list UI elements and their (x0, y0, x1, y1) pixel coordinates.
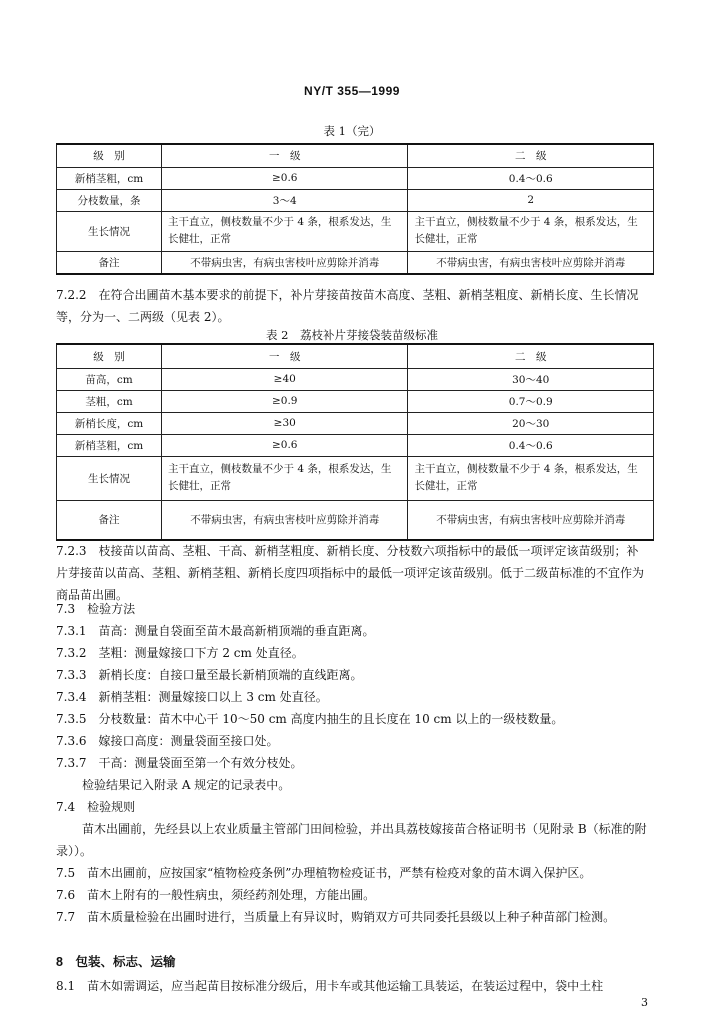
inspection-rule-text: 苗木出圃前，先经县以上农业质量主管部门田间检验，并出具荔枝嫁接苗合格证明书（见附录 B（标准的附录））。 (56, 822, 647, 858)
table-cell: ≥0.6 (162, 434, 408, 456)
table-header-cell: 级 别 (57, 344, 162, 368)
table-row (57, 434, 654, 456)
item-7-3-4: 7.3.4 新梢茎粗：测量嫁接口以上 3 cm 处直径。 (56, 690, 328, 704)
item-7-5: 7.5 苗木出圃前，应按国家“植物检疫条例”办理植物检疫证书，严禁有检疫对象的苗木调入保护区。 (56, 866, 592, 880)
table-cell: 主干直立，侧枝数量不少于 4 条，根系发达，生长健壮，正常 (408, 456, 654, 500)
item-7-3-1: 7.3.1 苗高：测量自袋面至苗木最高新梢顶端的垂直距离。 (56, 624, 375, 638)
table-row (57, 456, 654, 500)
table-cell: 备注 (57, 251, 162, 274)
table-cell: 茎粗，cm (57, 390, 162, 412)
item-7-3-7: 7.3.7 干高：测量袋面至第一个有效分枝处。 (56, 756, 303, 770)
item-7-7: 7.7 苗木质量检验在出圃时进行，当质量上有异议时，购销双方可共同委托县级以上种子种苗部门检测。 (56, 910, 616, 924)
table-cell: 0.4～0.6 (408, 167, 654, 189)
standard-number-header: NY/T 355—1999 (304, 84, 400, 98)
table-cell: 主干直立，侧枝数量不少于 4 条，根系发达，生长健壮，正常 (408, 211, 654, 251)
table-cell: 不带病虫害，有病虫害枝叶应剪除并消毒 (408, 251, 654, 274)
table-cell: 不带病虫害，有病虫害枝叶应剪除并消毒 (408, 500, 654, 540)
table-cell: 新梢茎粗，cm (57, 167, 162, 189)
table-cell: 不带病虫害，有病虫害枝叶应剪除并消毒 (162, 251, 408, 274)
table-row (57, 167, 654, 189)
table-cell: 主干直立，侧枝数量不少于 4 条，根系发达，生长健壮，正常 (162, 456, 408, 500)
table-cell: 2 (408, 189, 654, 211)
table-header-cell: 一 级 (162, 344, 408, 368)
table-cell: ≥40 (162, 368, 408, 390)
section-7-3-heading: 7.3 检验方法 (56, 602, 136, 616)
table-cell: 3～4 (162, 189, 408, 211)
table-cell: 生长情况 (57, 456, 162, 500)
table-cell: 分枝数量，条 (57, 189, 162, 211)
table-header-row (57, 144, 654, 167)
table-row (57, 390, 654, 412)
paragraph-7-2-2: 7.2.2 在符合出圃苗木基本要求的前提下，补片芽接苗按苗木高度、茎粗、新梢茎粗度、新梢长度、生长情况等，分为一、二两级（见表 2）。 (56, 288, 639, 324)
page-number: 3 (641, 996, 648, 1009)
item-7-3-6: 7.3.6 嫁接口高度：测量袋面至接口处。 (56, 734, 279, 748)
table-cell: ≥30 (162, 412, 408, 434)
table-header-row (57, 344, 654, 368)
table-cell: 新梢茎粗，cm (57, 434, 162, 456)
item-7-3-2: 7.3.2 茎粗：测量嫁接口下方 2 cm 处直径。 (56, 646, 304, 660)
table-cell: 20～30 (408, 412, 654, 434)
table-cell: 0.4～0.6 (408, 434, 654, 456)
item-8-1: 8.1 苗木如需调运，应当起苗目按标准分级后，用卡车或其他运输工具装运，在装运过程中，袋中土柱 (56, 979, 604, 993)
table-cell: 0.7～0.9 (408, 390, 654, 412)
table1 (56, 143, 654, 275)
table2-caption: 表 2 荔枝补片芽接袋装苗级标准 (266, 328, 438, 342)
table-cell: 主干直立，侧枝数量不少于 4 条，根系发达，生长健壮，正常 (162, 211, 408, 251)
table-header-cell: 二 级 (408, 344, 654, 368)
table-cell: 生长情况 (57, 211, 162, 251)
table-header-cell: 一 级 (162, 144, 408, 167)
section-8-heading: 8 包装、标志、运输 (56, 955, 176, 969)
table-row (57, 251, 654, 274)
table-cell: 不带病虫害，有病虫害枝叶应剪除并消毒 (162, 500, 408, 540)
table-cell: ≥0.6 (162, 167, 408, 189)
item-7-3-3: 7.3.3 新梢长度：自接口量至最长新梢顶端的直线距离。 (56, 668, 363, 682)
table-cell: ≥0.9 (162, 390, 408, 412)
section-7-4-heading: 7.4 检验规则 (56, 800, 136, 814)
table-header-cell: 二 级 (408, 144, 654, 167)
table1-caption: 表 1（完） (323, 124, 381, 138)
table-row (57, 368, 654, 390)
item-7-6: 7.6 苗木上附有的一般性病虫，须经药剂处理，方能出圃。 (56, 888, 376, 902)
table-cell: 新梢长度，cm (57, 412, 162, 434)
paragraph-7-2-3: 7.2.3 枝接苗以苗高、茎粗、干高、新梢茎粗度、新梢长度、分枝数六项指标中的最低一项评定该苗级别；补片芽接苗以苗高、茎粗、新梢茎粗、新梢长度四项指标中的最低一项评定该苗级别。低于二级苗标准的不宜作为商品苗出圃。 (56, 544, 645, 602)
table-row (57, 211, 654, 251)
table-header-cell: 级 别 (57, 144, 162, 167)
item-7-3-5: 7.3.5 分枝数量：苗木中心干 10～50 cm 高度内抽生的且长度在 10 cm 以上的一级枝数量。 (56, 712, 564, 726)
table-row (57, 500, 654, 540)
table-cell: 30～40 (408, 368, 654, 390)
table-row (57, 412, 654, 434)
table-cell: 苗高，cm (57, 368, 162, 390)
table-row (57, 189, 654, 211)
table-cell: 备注 (57, 500, 162, 540)
record-note: 检验结果记入附录 A 规定的记录表中。 (82, 778, 291, 792)
table2 (56, 343, 654, 541)
